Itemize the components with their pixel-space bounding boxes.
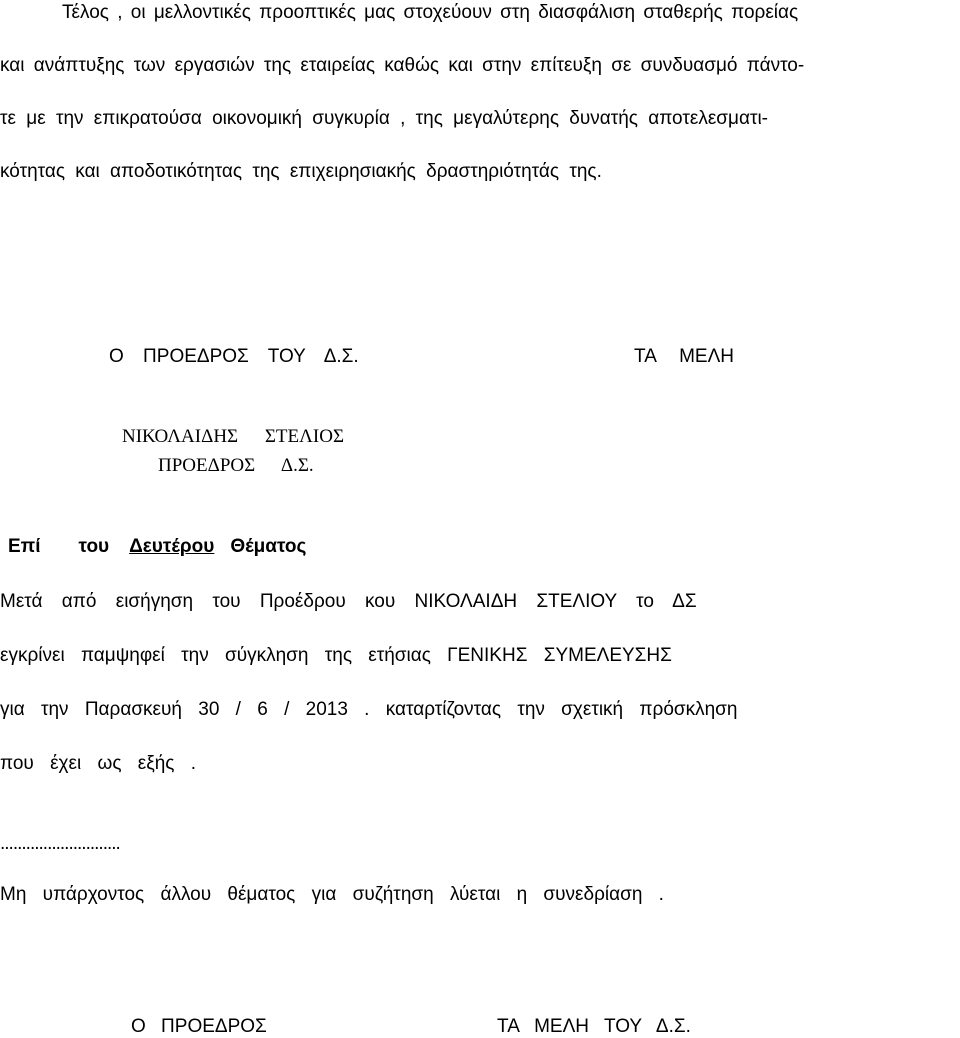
decision-line-2: εγκρίνει παμψηφεί την σύγκληση της ετήσιας ΓΕΝΙΚΗΣ ΣΥΜΕΛΕΥΣΗΣ (0, 645, 672, 666)
closing-statement: Μη υπάρχοντος άλλου θέματος για συζήτηση λύεται η συνεδρίαση . (0, 884, 664, 905)
decision-line-3: για την Παρασκευή 30 / 6 / 2013 . καταρτίζοντας την σχετική πρόσκληση (0, 699, 738, 720)
chairman-role: ΠΡΟΕΔΡΟΣ Δ.Σ. (158, 455, 314, 476)
decision-line-1: Μετά από εισήγηση του Προέδρου κου ΝΙΚΟΛΑΙΔΗ ΣΤΕΛΙΟΥ το ΔΣ (0, 591, 697, 612)
section-heading (8, 536, 306, 558)
heading-word-4: Θέματος (230, 536, 307, 557)
intro-line-2: και ανάπτυξης των εργασιών της εταιρείας καθώς και στην επίτευξη σε συνδυασμό πάντο- (0, 55, 805, 76)
members-signature-label: ΤΑ ΜΕΛΗ (634, 346, 735, 367)
intro-line-1: Τέλος , οι μελλοντικές προοπτικές μας στοχεύουν στη διασφάλιση σταθερής πορείας (62, 2, 799, 23)
bottom-chairman-label: Ο ΠΡΟΕΔΡΟΣ (131, 1016, 267, 1037)
chairman-signature-label: Ο ΠΡΟΕΔΡΟΣ ΤΟΥ Δ.Σ. (109, 346, 359, 367)
intro-line-3: τε με την επικρατούσα οικονομική συγκυρία , της μεγαλύτερης δυνατής αποτελεσματι- (0, 108, 769, 129)
heading-word-1: Επί (8, 536, 41, 557)
heading-word-2: του (78, 536, 110, 557)
decision-line-4: που έχει ως εξής . (0, 753, 197, 774)
chairman-name: ΝΙΚΟΛΑΙΔΗΣ ΣΤΕΛΙΟΣ (122, 426, 345, 447)
bottom-members-label: ΤΑ ΜΕΛΗ ΤΟΥ Δ.Σ. (497, 1016, 691, 1037)
intro-line-4: κότητας και αποδοτικότητας της επιχειρησιακής δραστηριότητάς της. (0, 161, 602, 182)
heading-word-3: Δευτέρου (129, 536, 215, 557)
ellipsis-placeholder: ............................ (0, 833, 120, 854)
